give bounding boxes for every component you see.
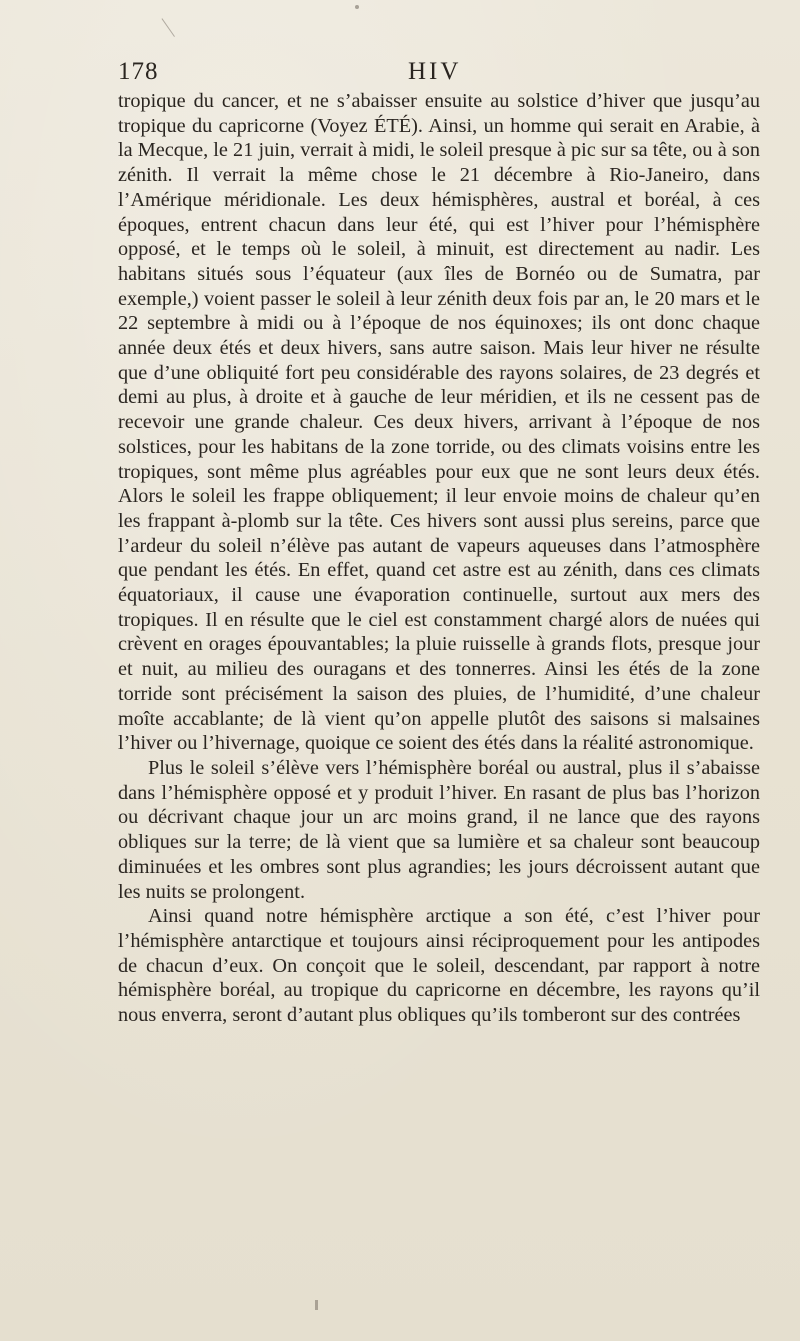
page-header: [118, 58, 760, 90]
page-body: [118, 89, 760, 1028]
paragraph: tropique du cancer, et ne s’abaisser ensuite au solstice d’hiver que jusqu’au tropique du capricorne (Voyez ÉTÉ). Ainsi, un homme qui serait en Arabie, à la Mecque, le 21 juin, verrait à midi, le soleil presque à pic sur sa tête, ou à son zénith. Il verrait la même chose le 21 décembre à Rio-Janeiro, dans l’Amérique méridionale. Les deux hémisphères, austral et boréal, à ces époques, entrent chacun dans leur été, qui est l’hiver pour l’hémisphère opposé, et le temps où le soleil, à minuit, est directement au nadir. Les habitans situés sous l’équateur (aux îles de Bornéo ou de Sumatra, par exemple,) voient passer le soleil à leur zénith deux fois par an, le 20 mars et le 22 septembre à midi ou à l’époque de nos équinoxes; ils ont donc chaque année deux étés et deux hivers, sans autre saison. Mais leur hiver ne résulte que d’une obliquité fort peu considérable des rayons solaires, de 23 degrés et demi au plus, à droite et à gauche de leur méridien, et ils ne cessent pas de recevoir une grande chaleur. Ces deux hivers, arrivant à l’époque de nos solstices, pour les habitans de la zone torride, ou des climats voisins entre les tropiques, sont même plus agréables pour eux que ne sont leurs deux étés. Alors le soleil les frappe obliquement; il leur envoie moins de chaleur qu’en les frappant à-plomb sur la tête. Ces hivers sont aussi plus sereins, parce que l’ardeur du soleil n’élève pas autant de vapeurs aqueuses dans l’atmosphère que pendant les étés. En effet, quand cet astre est au zénith, dans ces climats équatoriaux, il cause une évaporation continuelle, surtout aux mers des tropiques. Il en résulte que le ciel est constamment chargé alors de nuées qui crèvent en orages épouvantables; la pluie ruisselle à grands flots, presque jour et nuit, au milieu des ouragans et des tonnerres. Ainsi les étés de la zone torride sont précisément la saison des pluies, de l’humidité, d’une chaleur moîte accablante; de là vient qu’on appelle plutôt des saisons si malsaines l’hiver ou l’hivernage, quoique ce soient des étés dans la réalité astronomique.: [118, 90, 760, 755]
paper-stain: [161, 1, 199, 37]
paragraph: Ainsi quand notre hémisphère arctique a son été, c’est l’hiver pour l’hémisphère antarctique et toujours ainsi réciproquement pour les antipodes de chacun d’eux. On conçoit que le soleil, descendant, par rapport à notre hémisphère boréal, au tropique du capricorne en décembre, les rayons qu’il nous enverra, seront d’autant plus obliques qu’ils tomberont sur des contrées: [118, 905, 760, 1027]
paper-stain: [315, 1300, 318, 1310]
page-number: 178: [118, 58, 159, 85]
running-head: HIV: [408, 58, 462, 85]
paragraph: Plus le soleil s’élève vers l’hémisphère boréal ou austral, plus il s’abaisse dans l’hémisphère opposé et y produit l’hiver. En rasant de plus bas l’horizon ou décrivant chaque jour un arc moins grand, il ne lance que des rayons obliques sur la terre; de là vient que sa lumière et sa chaleur sont beaucoup diminuées et les ombres sont plus agrandies; les jours décroissent autant que les nuits se prolongent.: [118, 756, 760, 903]
paper-stain: [355, 5, 359, 9]
